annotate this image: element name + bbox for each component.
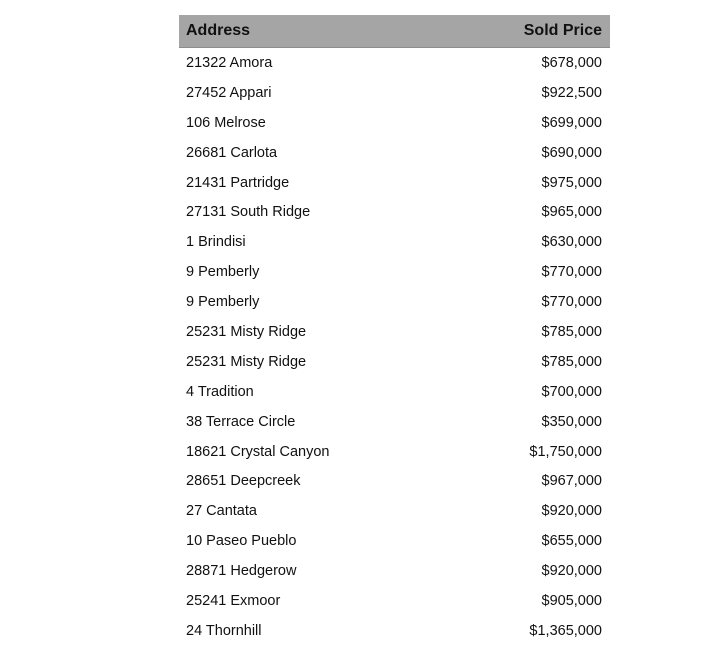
- table-row: [179, 227, 610, 257]
- address-cell: 25231 Misty Ridge: [186, 353, 307, 370]
- sold-price-cell: $965,000: [541, 204, 602, 221]
- address-cell: 21322 Amora: [186, 54, 273, 71]
- table-row: [179, 138, 610, 168]
- sold-price-cell: $975,000: [541, 174, 602, 191]
- sold-price-cell: $1,750,000: [529, 443, 602, 460]
- sold-price-column-header: Sold Price: [523, 22, 602, 39]
- address-cell: 9 Pemberly: [186, 264, 260, 281]
- address-cell: 24 Thornhill: [186, 622, 262, 639]
- table-row: [179, 556, 610, 586]
- table-row: [179, 496, 610, 526]
- table-row: [179, 48, 610, 78]
- sold-price-cell: $922,500: [541, 84, 602, 101]
- sold-price-cell: $785,000: [541, 353, 602, 370]
- address-cell: 27131 South Ridge: [186, 204, 311, 221]
- table-row: [179, 586, 610, 616]
- table-row: [179, 317, 610, 347]
- sold-price-cell: $920,000: [541, 503, 602, 520]
- sold-price-cell: $785,000: [541, 323, 602, 340]
- address-cell: 28871 Hedgerow: [186, 563, 297, 580]
- table-body: [179, 48, 610, 646]
- table-row: [179, 616, 610, 646]
- address-cell: 25241 Exmoor: [186, 592, 281, 609]
- address-column-header: Address: [186, 22, 251, 39]
- table-row: [179, 287, 610, 317]
- sold-price-cell: $700,000: [541, 383, 602, 400]
- address-cell: 4 Tradition: [186, 383, 254, 400]
- table-row: [179, 347, 610, 377]
- table-row: [179, 526, 610, 556]
- address-cell: 9 Pemberly: [186, 294, 260, 311]
- address-cell: 10 Paseo Pueblo: [186, 533, 297, 550]
- table-row: [179, 78, 610, 108]
- address-cell: 27 Cantata: [186, 503, 257, 520]
- sold-price-cell: $1,365,000: [529, 622, 602, 639]
- address-cell: 38 Terrace Circle: [186, 413, 296, 430]
- table-row: [179, 197, 610, 227]
- address-cell: 106 Melrose: [186, 114, 266, 131]
- address-cell: 18621 Crystal Canyon: [186, 443, 330, 460]
- address-cell: 26681 Carlota: [186, 144, 278, 161]
- table-row: [179, 108, 610, 138]
- sold-price-cell: $967,000: [541, 473, 602, 490]
- table-row: [179, 377, 610, 407]
- address-cell: 1 Brindisi: [186, 234, 246, 251]
- sold-price-cell: $920,000: [541, 563, 602, 580]
- address-cell: 21431 Partridge: [186, 174, 290, 191]
- sold-price-cell: $678,000: [541, 54, 602, 71]
- sold-price-cell: $350,000: [541, 413, 602, 430]
- table-row: [179, 466, 610, 496]
- sold-price-cell: $699,000: [541, 114, 602, 131]
- table-row: [179, 168, 610, 198]
- table-row: [179, 257, 610, 287]
- sold-price-cell: $770,000: [541, 294, 602, 311]
- address-cell: 25231 Misty Ridge: [186, 323, 307, 340]
- sold-price-cell: $770,000: [541, 264, 602, 281]
- sold-price-cell: $630,000: [541, 234, 602, 251]
- table-header: [179, 15, 610, 48]
- sold-price-cell: $655,000: [541, 533, 602, 550]
- address-cell: 27452 Appari: [186, 84, 272, 101]
- table-row: [179, 407, 610, 437]
- sold-price-cell: $690,000: [541, 144, 602, 161]
- table-row: [179, 437, 610, 467]
- address-cell: 28651 Deepcreek: [186, 473, 301, 490]
- sold-price-cell: $905,000: [541, 592, 602, 609]
- sold-homes-table: [179, 15, 610, 646]
